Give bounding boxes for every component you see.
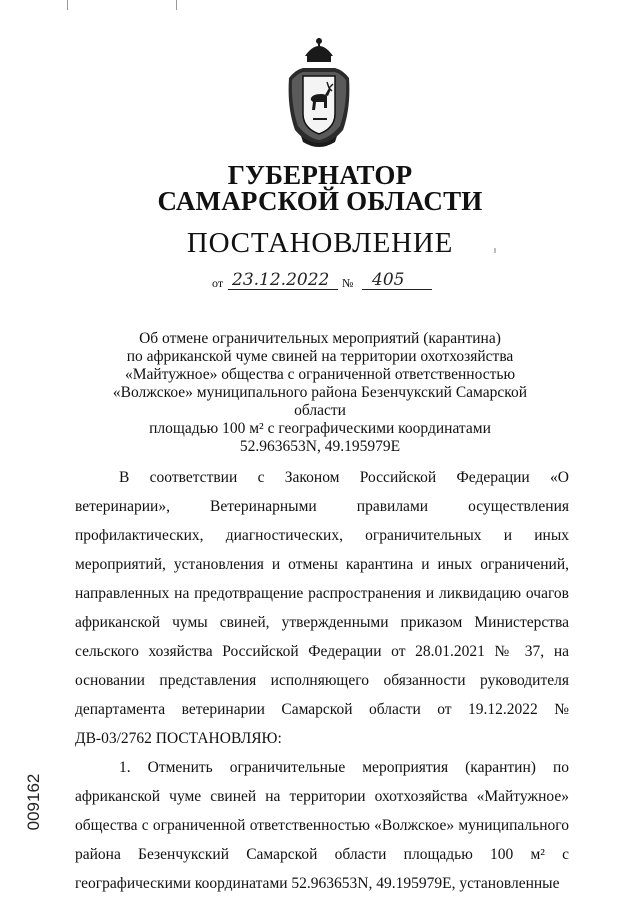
authority-name-line1: ГУБЕРНАТОР — [227, 160, 413, 190]
authority-name-line2: САМАРСКОЙ ОБЛАСТИ — [157, 186, 483, 216]
scan-edge-mark — [67, 0, 68, 10]
document-date: 23.12.2022 — [232, 270, 330, 290]
document-type-heading: ПОСТАНОВЛЕНИЕ — [186, 227, 454, 259]
scan-edge-mark — [176, 0, 177, 10]
title-line: «Волжское» муниципального района Безенчукский Самарской области — [112, 384, 528, 419]
side-registration-stamp — [20, 762, 48, 842]
body-paragraph-item-1: 1. Отменить ограничительные мероприятия (карантин) по африканской чуме свиней на территории охотхозяйства «Майтужное» общества с ограниченной ответственностью «Волжское» муниципального района Безенчукский Самарской области площадью 100 м² с географическими координатами 52.963653N, 49.195979E, установленные — [75, 759, 569, 892]
title-line: по африканской чуме свиней на территории охотхозяйства — [126, 348, 514, 365]
title-line: площадью 100 м² с географическими координатами — [149, 420, 491, 437]
document-body — [75, 463, 569, 898]
samara-coat-of-arms-icon — [283, 38, 355, 150]
document-title — [90, 330, 550, 456]
body-paragraph-preamble: В соответствии с Законом Российской Федерации «О ветеринарии», Ветеринарными правилами осуществления профилактических, диагностических, ограничительных и иных мероприятий, установления и отмены карантина и иных ограничений, направленных на предотвращение распространения и ликвидацию очагов африканской чумы свиней, утвержденными приказом Министерства сельского хозяйства Российской Федерации от 28.01.2021 № 37, на основании представления исполняющего обязанности руководителя департамента ветеринарии Самарской области от 19.12.2022 № ДВ-03/2762 ПОСТАНОВЛЯЮ: — [75, 469, 569, 747]
date-label: от — [212, 276, 224, 290]
side-stamp-number: 009162 — [24, 773, 43, 831]
title-line: «Майтужное» общества с ограниченной ответственностью — [124, 366, 516, 383]
number-label: № — [342, 276, 354, 290]
title-line: 52.963653N, 49.195979E — [239, 438, 401, 455]
registration-line — [212, 272, 432, 294]
document-number: 405 — [372, 270, 405, 290]
title-line: Об отмене ограничительных мероприятий (карантина) — [139, 330, 501, 347]
